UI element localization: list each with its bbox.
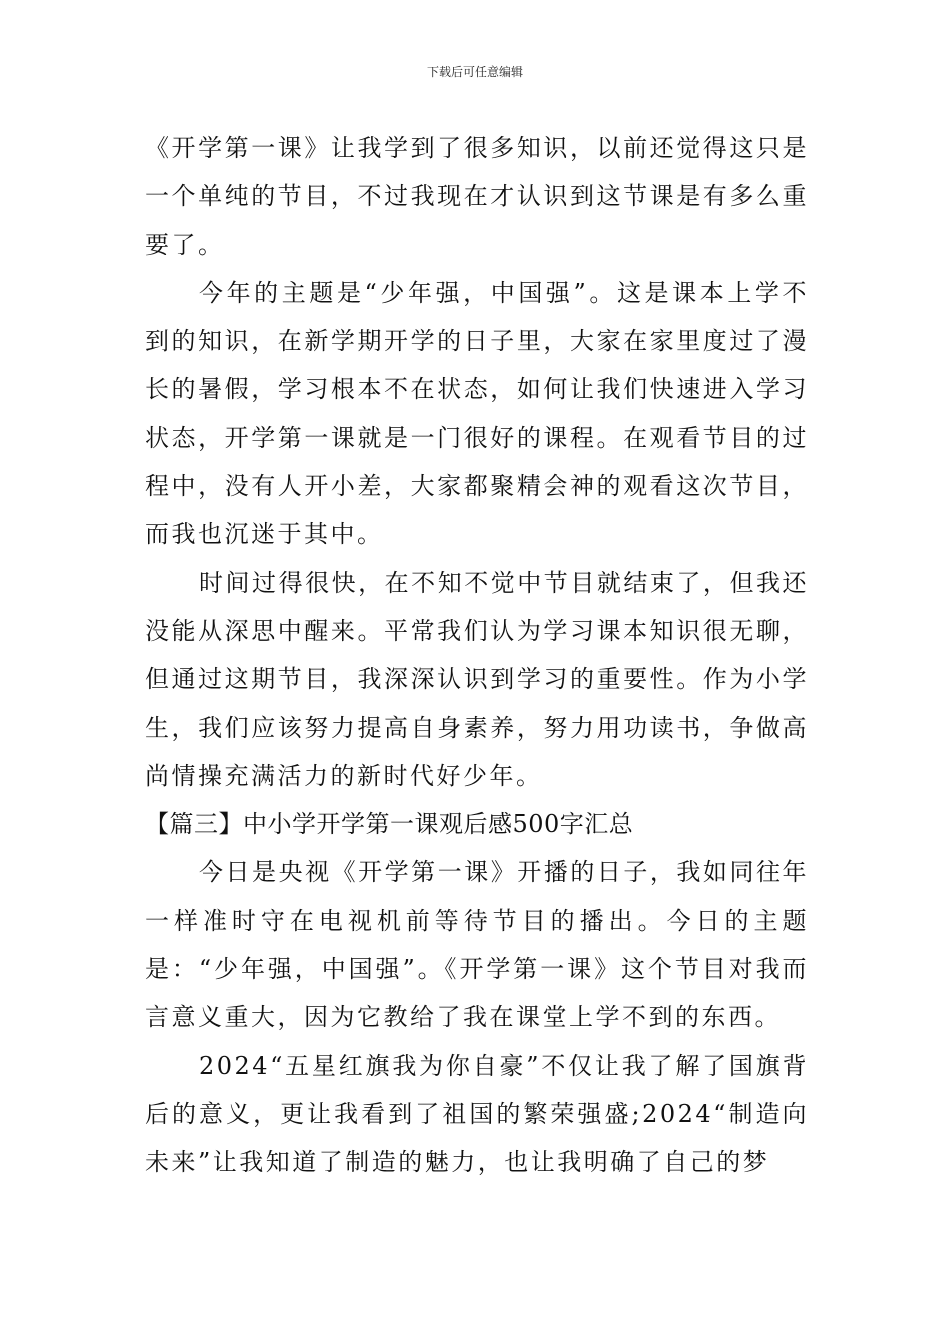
paragraph-3: 时间过得很快，在不知不觉中节目就结束了，但我还没能从深思中醒来。平常我们认为学习课本知识很无聊，但通过这期节目，我深深认识到学习的重要性。作为小学生，我们应该努力提高自身素养，努力用功读书，争做高尚情操充满活力的新时代好少年。 <box>145 568 809 790</box>
paragraph-2: 今年的主题是“少年强，中国强”。这是课本上学不到的知识，在新学期开学的日子里，大家在家里度过了漫长的暑假，学习根本不在状态，如何让我们快速进入学习状态，开学第一课就是一门很好的课程。在观看节目的过程中，没有人开小差，大家都聚精会神的观看这次节目，而我也沉迷于其中。 <box>145 278 809 549</box>
section-paragraph-1: 今日是央视《开学第一课》开播的日子，我如同往年一样准时守在电视机前等待节目的播出。今日的主题是：“少年强，中国强”。《开学第一课》这个节目对我而言意义重大，因为它教给了我在课堂上学不到的东西。 <box>145 858 809 1032</box>
document-body <box>145 124 809 1187</box>
page-header: 下载后可任意编辑 <box>426 65 523 79</box>
paragraph-1: 《开学第一课》让我学到了很多知识，以前还觉得这只是一个单纯的节目，不过我现在才认识到这节课是有多么重要了。 <box>145 134 809 259</box>
section-heading: 【篇三】中小学开学第一课观后感500字汇总 <box>145 810 634 839</box>
section-paragraph-2: 2024“五星红旗我为你自豪”不仅让我了解了国旗背后的意义，更让我看到了祖国的繁荣强盛;2024“制造向未来”让我知道了制造的魅力，也让我明确了自己的梦 <box>145 1051 809 1177</box>
